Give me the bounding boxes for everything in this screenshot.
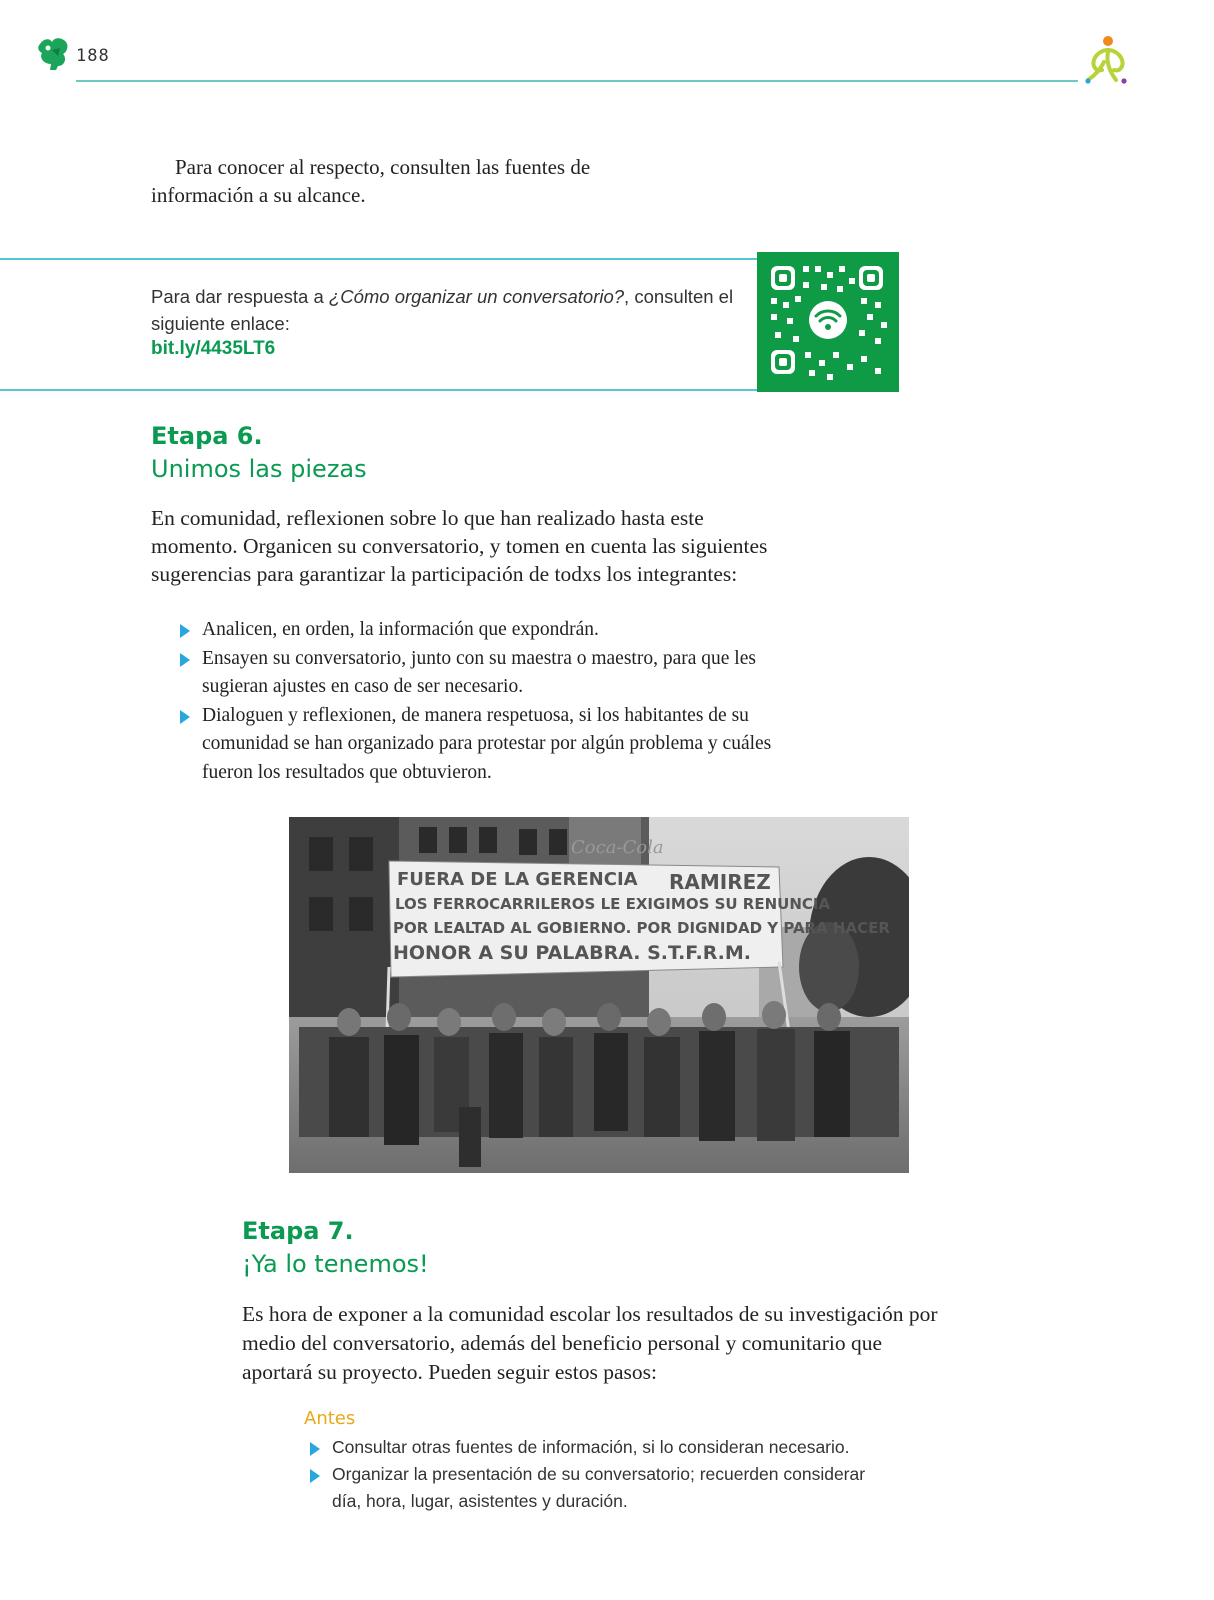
intro-paragraph: Para conocer al respecto, consulten las fuentes de información a su alcance. xyxy=(151,155,591,207)
community-figure-icon xyxy=(1080,32,1136,88)
triangle-bullet-icon xyxy=(310,1442,320,1456)
list-item: Dialoguen y reflexionen, de manera respetuosa, si los habitantes de su comunidad se han organizado para protestar por algún problema y cuáles fueron los resultados que obtuvieron. xyxy=(176,702,816,788)
link-box-text: Para dar respuesta a ¿Cómo organizar un conversatorio?, consulten el siguiente enlace: xyxy=(151,286,734,334)
stage-6-list xyxy=(176,616,816,787)
stage-7-paragraph: Es hora de exponer a la comunidad escolar los resultados de su investigación por medio del conversatorio, además del beneficio personal y comunitario que aportará su proyecto. Pueden seguir estos pasos: xyxy=(242,1302,938,1384)
qr-code[interactable] xyxy=(757,252,899,392)
protest-photo xyxy=(289,817,909,1173)
banner-line-right: RAMIREZ xyxy=(669,870,771,894)
triangle-bullet-icon xyxy=(310,1469,320,1483)
banner-line: POR LEALTAD AL GOBIERNO. POR DIGNIDAD Y PARA HACER xyxy=(393,919,890,937)
header-rule xyxy=(76,80,1078,82)
banner-line: HONOR A SU PALABRA. S.T.F.R.M. xyxy=(393,942,752,964)
resource-link[interactable]: bit.ly/4435LT6 xyxy=(151,338,276,359)
stage-6-paragraph: En comunidad, reflexionen sobre lo que han realizado hasta este momento. Organicen su conversatorio, y tomen en cuenta las siguientes sugerencias para garantizar la participación de todxs los integrantes: xyxy=(151,506,768,586)
list-item: Organizar la presentación de su conversatorio; recuerden considerar día, hora, lugar, asistentes y duración. xyxy=(306,1461,896,1515)
stage-6-title: Unimos las piezas xyxy=(151,455,367,483)
page-number: 188 xyxy=(76,46,110,66)
stage-6-heading xyxy=(151,420,367,486)
list-item: Ensayen su conversatorio, junto con su maestra o maestro, para que les sugieran ajustes en caso de ser necesario. xyxy=(176,645,816,702)
store-sign: Coca-Cola xyxy=(571,837,664,858)
banner-line: FUERA DE LA GERENCIA xyxy=(397,869,638,890)
qr-code-icon xyxy=(757,252,899,392)
banner-line: LOS FERROCARRILEROS LE EXIGIMOS SU RENUNCIA xyxy=(395,895,831,913)
stage-6-number: Etapa 6. xyxy=(151,422,263,450)
stage-7-list xyxy=(306,1434,896,1515)
protest-photo-image xyxy=(289,817,909,1173)
stage-7-title: ¡Ya lo tenemos! xyxy=(242,1250,429,1278)
triangle-bullet-icon xyxy=(180,710,190,724)
stage-7-heading xyxy=(242,1215,429,1281)
link-box-top-rule xyxy=(0,258,757,260)
link-box-bottom-rule xyxy=(0,389,757,391)
stage-7-number: Etapa 7. xyxy=(242,1217,354,1245)
antes-label: Antes xyxy=(304,1408,356,1429)
list-item: Consultar otras fuentes de información, si lo consideran necesario. xyxy=(306,1434,896,1461)
series-logo-icon xyxy=(36,36,70,72)
list-item: Analicen, en orden, la información que expondrán. xyxy=(176,616,816,645)
triangle-bullet-icon xyxy=(180,624,190,638)
triangle-bullet-icon xyxy=(180,653,190,667)
